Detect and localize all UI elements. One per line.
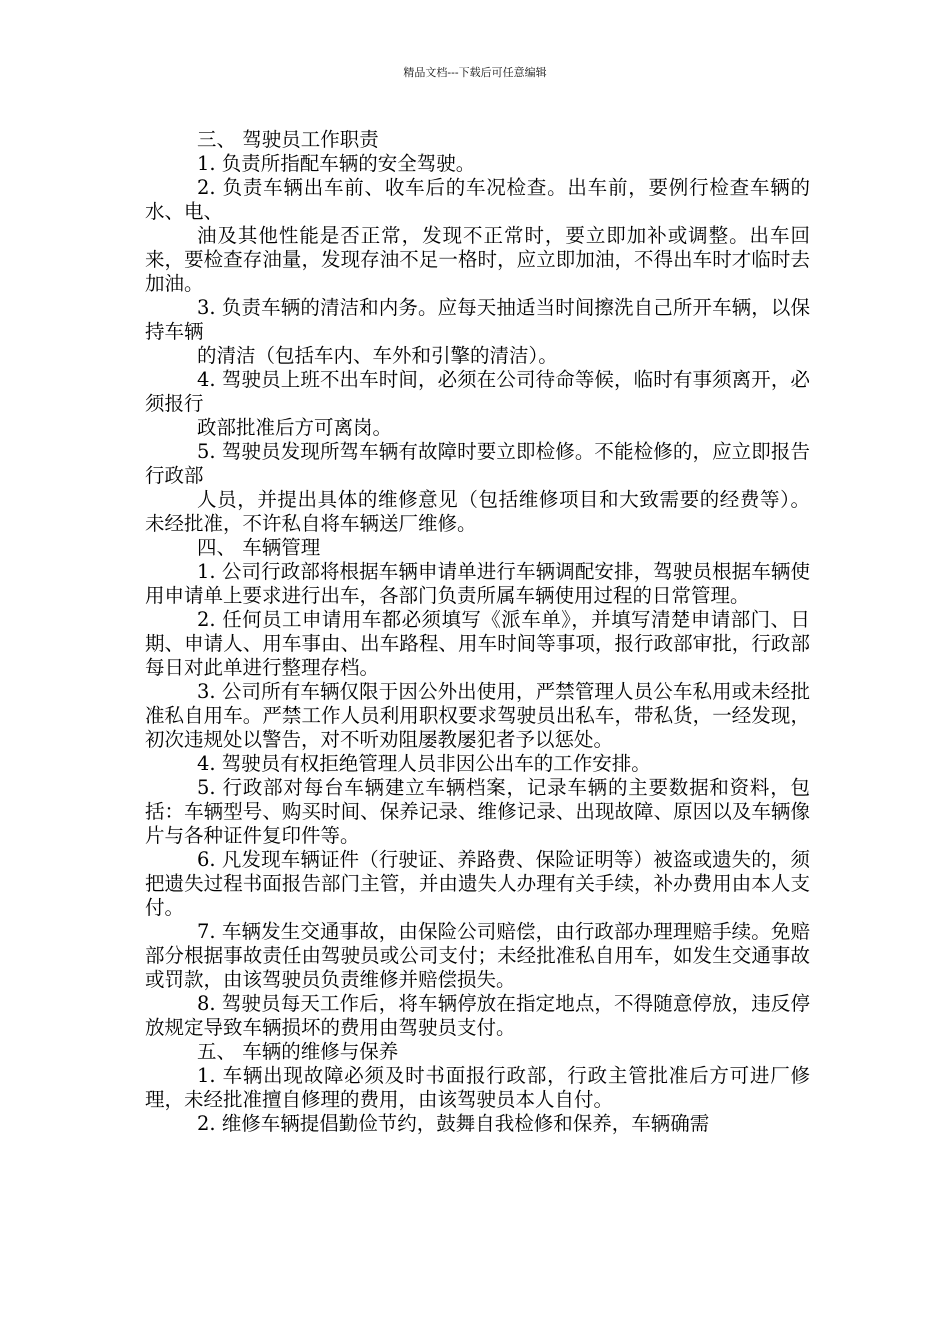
paragraph-continuation: 政部批准后方可离岗。 xyxy=(197,416,393,439)
paragraph: 8. 驾驶员每天工作后，将车辆停放在指定地点，不得随意停放，违反停放规定导致车辆损坏的费用由驾驶员支付。 xyxy=(145,992,810,1039)
paragraph: 7. 车辆发生交通事故，由保险公司赔偿，由行政部办理理赔手续。免赔部分根据事故责任由驾驶员或公司支付；未经批准私自用车，如发生交通事故或罚款，由该驾驶员负责维修并赔偿损失。 xyxy=(145,920,810,991)
paragraph-continuation: 人员，并提出具体的维修意见（包括维修项目和大致需要的经费等）。未经批准，不许私自将车辆送厂维修。 xyxy=(145,488,810,535)
paragraph: 5. 驾驶员发现所驾车辆有故障时要立即检修。不能检修的，应立即报告行政部 xyxy=(145,440,810,487)
document-body xyxy=(145,128,810,1136)
paragraph: 4. 驾驶员有权拒绝管理人员非因公出车的工作安排。 xyxy=(197,752,651,775)
paragraph: 2. 任何员工申请用车都必须填写《派车单》，并填写清楚申请部门、日期、申请人、用车事由、出车路程、用车时间等事项，报行政部审批，行政部每日对此单进行整理存档。 xyxy=(145,608,810,679)
paragraph: 2. 维修车辆提倡勤俭节约，鼓舞自我检修和保养，车辆确需 xyxy=(197,1112,710,1135)
paragraph: 1. 车辆出现故障必须及时书面报行政部，行政主管批准后方可进厂修理，未经批准擅自修理的费用，由该驾驶员本人自付。 xyxy=(145,1064,810,1111)
page-header: 精品文档---下载后可任意编辑 xyxy=(403,66,547,79)
section-heading-vehicle-management: 四、 车辆管理 xyxy=(197,536,321,559)
paragraph-continuation: 油及其他性能是否正常，发现不正常时，要立即加补或调整。出车回来，要检查存油量，发现存油不足一格时，应立即加油，不得出车时才临时去加油。 xyxy=(145,224,810,295)
paragraph: 5. 行政部对每台车辆建立车辆档案，记录车辆的主要数据和资料，包括：车辆型号、购买时间、保养记录、维修记录、出现故障、原因以及车辆像片与各种证件复印件等。 xyxy=(145,776,810,847)
section-heading-maintenance: 五、 车辆的维修与保养 xyxy=(197,1040,399,1063)
section-heading-duties: 三、 驾驶员工作职责 xyxy=(197,128,379,151)
paragraph: 2. 负责车辆出车前、收车后的车况检查。出车前，要例行检查车辆的水、电、 xyxy=(145,176,810,223)
paragraph: 3. 负责车辆的清洁和内务。应每天抽适当时间擦洗自己所开车辆，以保持车辆 xyxy=(145,296,810,343)
paragraph: 3. 公司所有车辆仅限于因公外出使用，严禁管理人员公车私用或未经批准私自用车。严禁工作人员利用职权要求驾驶员出私车，带私货，一经发现，初次违规处以警告，对不听劝阻屡教屡犯者予以惩处。 xyxy=(145,680,810,751)
paragraph: 1. 负责所指配车辆的安全驾驶。 xyxy=(197,152,476,175)
paragraph: 1. 公司行政部将根据车辆申请单进行车辆调配安排，驾驶员根据车辆使用申请单上要求进行出车，各部门负责所属车辆使用过程的日常管理。 xyxy=(145,560,810,607)
paragraph-continuation: 的清洁（包括车内、车外和引擎的清洁）。 xyxy=(197,344,558,367)
paragraph: 6. 凡发现车辆证件（行驶证、养路费、保险证明等）被盗或遗失的，须把遗失过程书面报告部门主管，并由遗失人办理有关手续，补办费用由本人支付。 xyxy=(145,848,810,919)
paragraph: 4. 驾驶员上班不出车时间，必须在公司待命等候，临时有事须离开，必须报行 xyxy=(145,368,810,415)
